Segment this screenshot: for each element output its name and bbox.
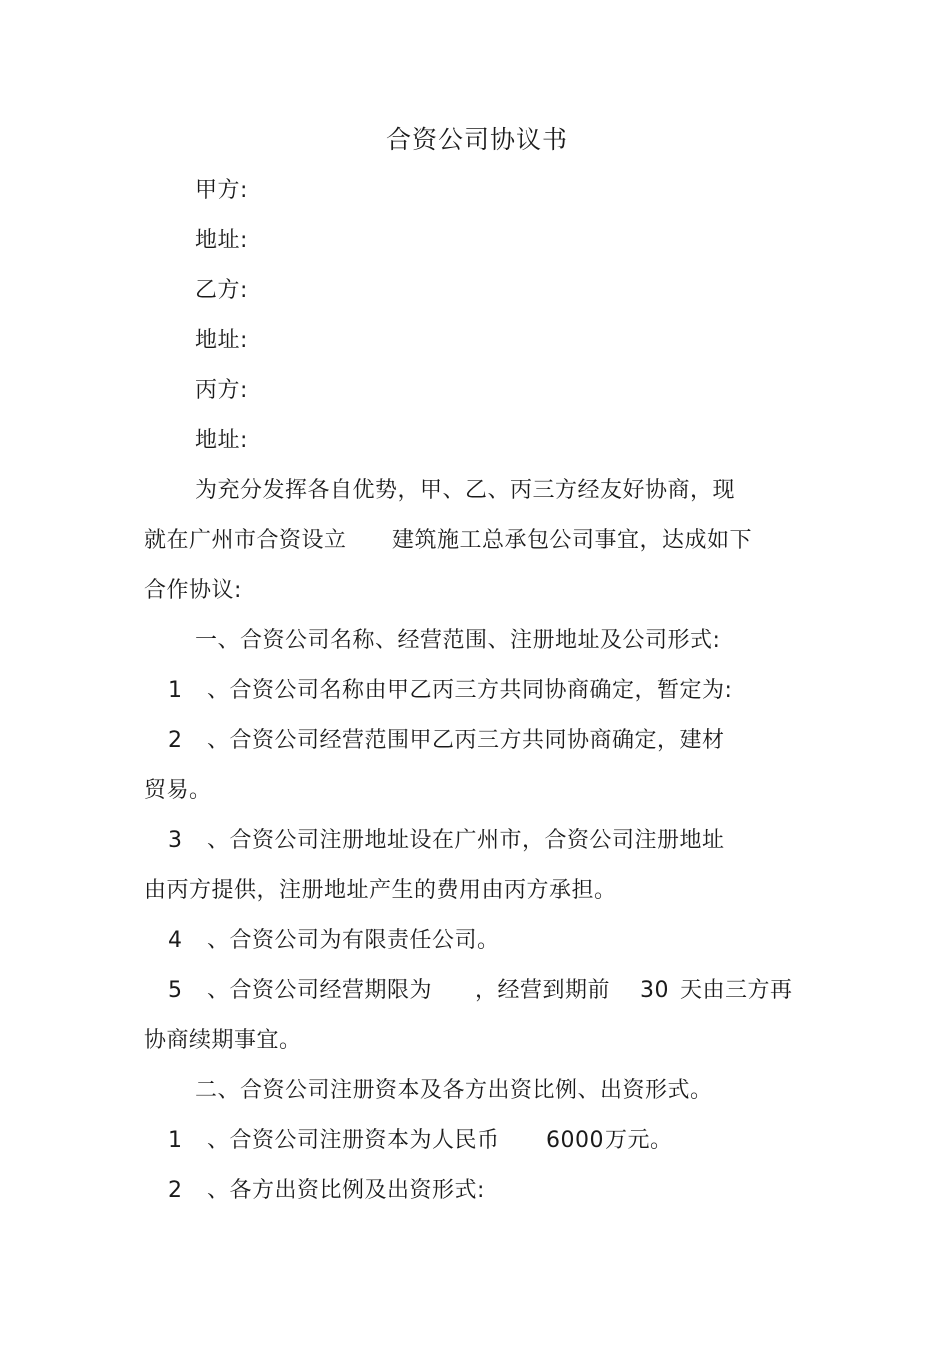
section-1-item-3-number: 3 <box>168 828 183 853</box>
section-1-heading: 一、合资公司名称、经营范围、注册地址及公司形式: <box>195 628 721 653</box>
party-b-label: 乙方: <box>195 278 248 303</box>
preamble-line-2a: 就在广州市合资设立 <box>144 528 347 553</box>
section-1-item-5-days: 30 <box>640 978 669 1003</box>
section-1-item-5-text-c: 天由三方再 <box>680 978 793 1003</box>
party-c-address-label: 地址: <box>195 428 248 453</box>
section-1-item-2-continuation: 贸易。 <box>144 778 212 803</box>
section-1-item-5-text-b: ，经营到期前 <box>475 978 611 1003</box>
party-a-label: 甲方: <box>195 178 248 203</box>
section-1-item-3-text: 、合资公司注册地址设在广州市，合资公司注册地址 <box>207 828 725 853</box>
section-1-item-5-number: 5 <box>168 978 183 1003</box>
section-2-item-2-text: 、各方出资比例及出资形式: <box>207 1178 485 1203</box>
section-1-item-5-continuation: 协商续期事宜。 <box>144 1028 302 1053</box>
section-1-item-1-number: 1 <box>168 678 183 703</box>
party-c-label: 丙方: <box>195 378 248 403</box>
section-1-item-2-number: 2 <box>168 728 183 753</box>
section-1-item-4-number: 4 <box>168 928 183 953</box>
section-2-item-1-text-a: 、合资公司注册资本为人民币 <box>207 1128 500 1153</box>
section-1-item-3-continuation: 由丙方提供，注册地址产生的费用由丙方承担。 <box>144 878 617 903</box>
preamble-line-3: 合作协议: <box>144 578 242 603</box>
party-b-address-label: 地址: <box>195 328 248 353</box>
preamble-line-2b: 建筑施工总承包公司事宜，达成如下 <box>392 528 753 553</box>
section-2-item-1-text-b: 万元。 <box>605 1128 673 1153</box>
party-a-address-label: 地址: <box>195 228 248 253</box>
section-1-item-1-text: 、合资公司名称由甲乙丙三方共同协商确定，暂定为: <box>207 678 733 703</box>
section-2-item-2-number: 2 <box>168 1178 183 1203</box>
section-1-item-2-text: 、合资公司经营范围甲乙丙三方共同协商确定，建材 <box>207 728 725 753</box>
section-1-item-4-text: 、合资公司为有限责任公司。 <box>207 928 500 953</box>
section-2-item-1-number: 1 <box>168 1128 183 1153</box>
section-1-item-5-text-a: 、合资公司经营期限为 <box>207 978 433 1003</box>
section-2-heading: 二、合资公司注册资本及各方出资比例、出资形式。 <box>195 1078 713 1103</box>
section-2-item-1-amount: 6000 <box>546 1128 604 1153</box>
document-title: 合资公司协议书 <box>386 125 569 154</box>
preamble-line-1: 为充分发挥各自优势，甲、乙、丙三方经友好协商，现 <box>195 478 736 503</box>
